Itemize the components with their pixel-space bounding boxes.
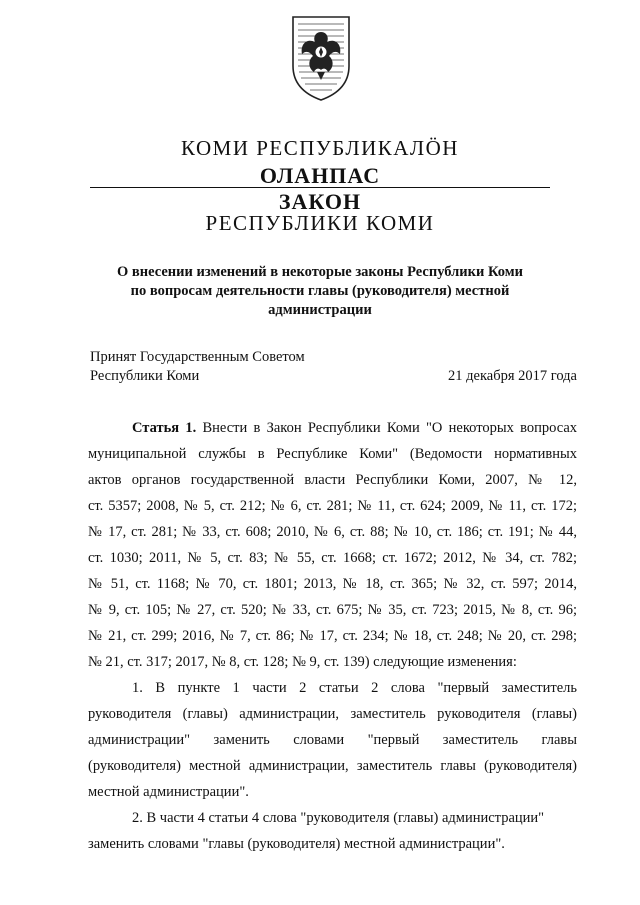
header-zakon: ЗАКОН bbox=[278, 189, 362, 214]
article-line: № 9, ст. 105; № 27, ст. 520; № 33, ст. 675; № 35, ст. 723; 2015, № 8, ст. 96; bbox=[88, 602, 577, 618]
article-1-label: Статья 1. bbox=[132, 420, 197, 436]
law-title-line: администрации bbox=[268, 302, 372, 318]
item-1-line: руководителя (главы) администрации, заместитель руководителя (главы) bbox=[88, 706, 577, 722]
item-1-line: администрации" заменить словами "первый заместитель главы bbox=[88, 732, 577, 748]
item-1-line-last: местной администрации". bbox=[88, 784, 249, 800]
item-1-line: (руководителя) местной администрации, заместитель главы (руководителя) bbox=[88, 758, 577, 774]
law-title bbox=[90, 263, 550, 320]
article-line: ст. 5357; 2008, № 5, ст. 212; № 6, ст. 281; № 11, ст. 624; 2009, № 11, ст. 172; bbox=[88, 498, 577, 514]
adoption-date: 21 декабря 2017 года bbox=[448, 368, 577, 384]
article-line: актов органов государственной власти Республики Коми, 2007, № 12, bbox=[88, 472, 577, 488]
law-body bbox=[88, 415, 577, 857]
adopted-by-council: Республики Коми bbox=[90, 368, 200, 384]
article-line-last: № 21, ст. 317; 2017, № 8, ст. 128; № 9, ст. 139) следующие изменения: bbox=[88, 654, 517, 670]
adopted-by: Принят Государственным Советом bbox=[90, 349, 305, 365]
header-divider bbox=[90, 187, 550, 188]
header-olanpas: ОЛАНПАС bbox=[259, 163, 381, 188]
item-2-line: 2. В части 4 статьи 4 слова "руководителя (главы) администрации" bbox=[132, 810, 545, 826]
article-line: № 21, ст. 299; 2016, № 7, ст. 86; № 17, ст. 234; № 18, ст. 248; № 20, ст. 298; bbox=[88, 628, 577, 644]
law-title-line: по вопросам деятельности главы (руководителя) местной bbox=[130, 283, 510, 299]
article-line: муниципальной службы в Республике Коми" (Ведомости нормативных bbox=[88, 446, 577, 462]
adoption-block bbox=[90, 348, 577, 386]
komi-coat-of-arms-icon bbox=[290, 14, 352, 102]
article-line: № 51, ст. 1168; № 70, ст. 1801; 2013, № 18, ст. 365; № 32, ст. 597; 2014, bbox=[88, 576, 577, 592]
item-2-line-last: заменить словами "главы (руководителя) местной администрации". bbox=[88, 836, 505, 852]
law-title-line: О внесении изменений в некоторые законы Республики Коми bbox=[117, 264, 523, 280]
article-line: ст. 1030; 2011, № 5, ст. 83; № 55, ст. 1668; ст. 1672; 2012, № 34, ст. 782; bbox=[88, 550, 577, 566]
header-komi-line: КОМИ РЕСПУБЛИКАЛӦН bbox=[181, 136, 459, 160]
article-1-text: Внести в Закон Республики Коми "О некоторых вопросах bbox=[196, 420, 578, 436]
article-line: № 17, ст. 281; № 33, ст. 608; 2010, № 6, ст. 88; № 10, ст. 186; ст. 191; № 44, bbox=[88, 524, 577, 540]
header-republic: РЕСПУБЛИКИ КОМИ bbox=[205, 211, 435, 235]
article-1-first-line bbox=[88, 415, 577, 441]
item-1-line: 1. В пункте 1 части 2 статьи 2 слова "первый заместитель bbox=[132, 680, 577, 696]
